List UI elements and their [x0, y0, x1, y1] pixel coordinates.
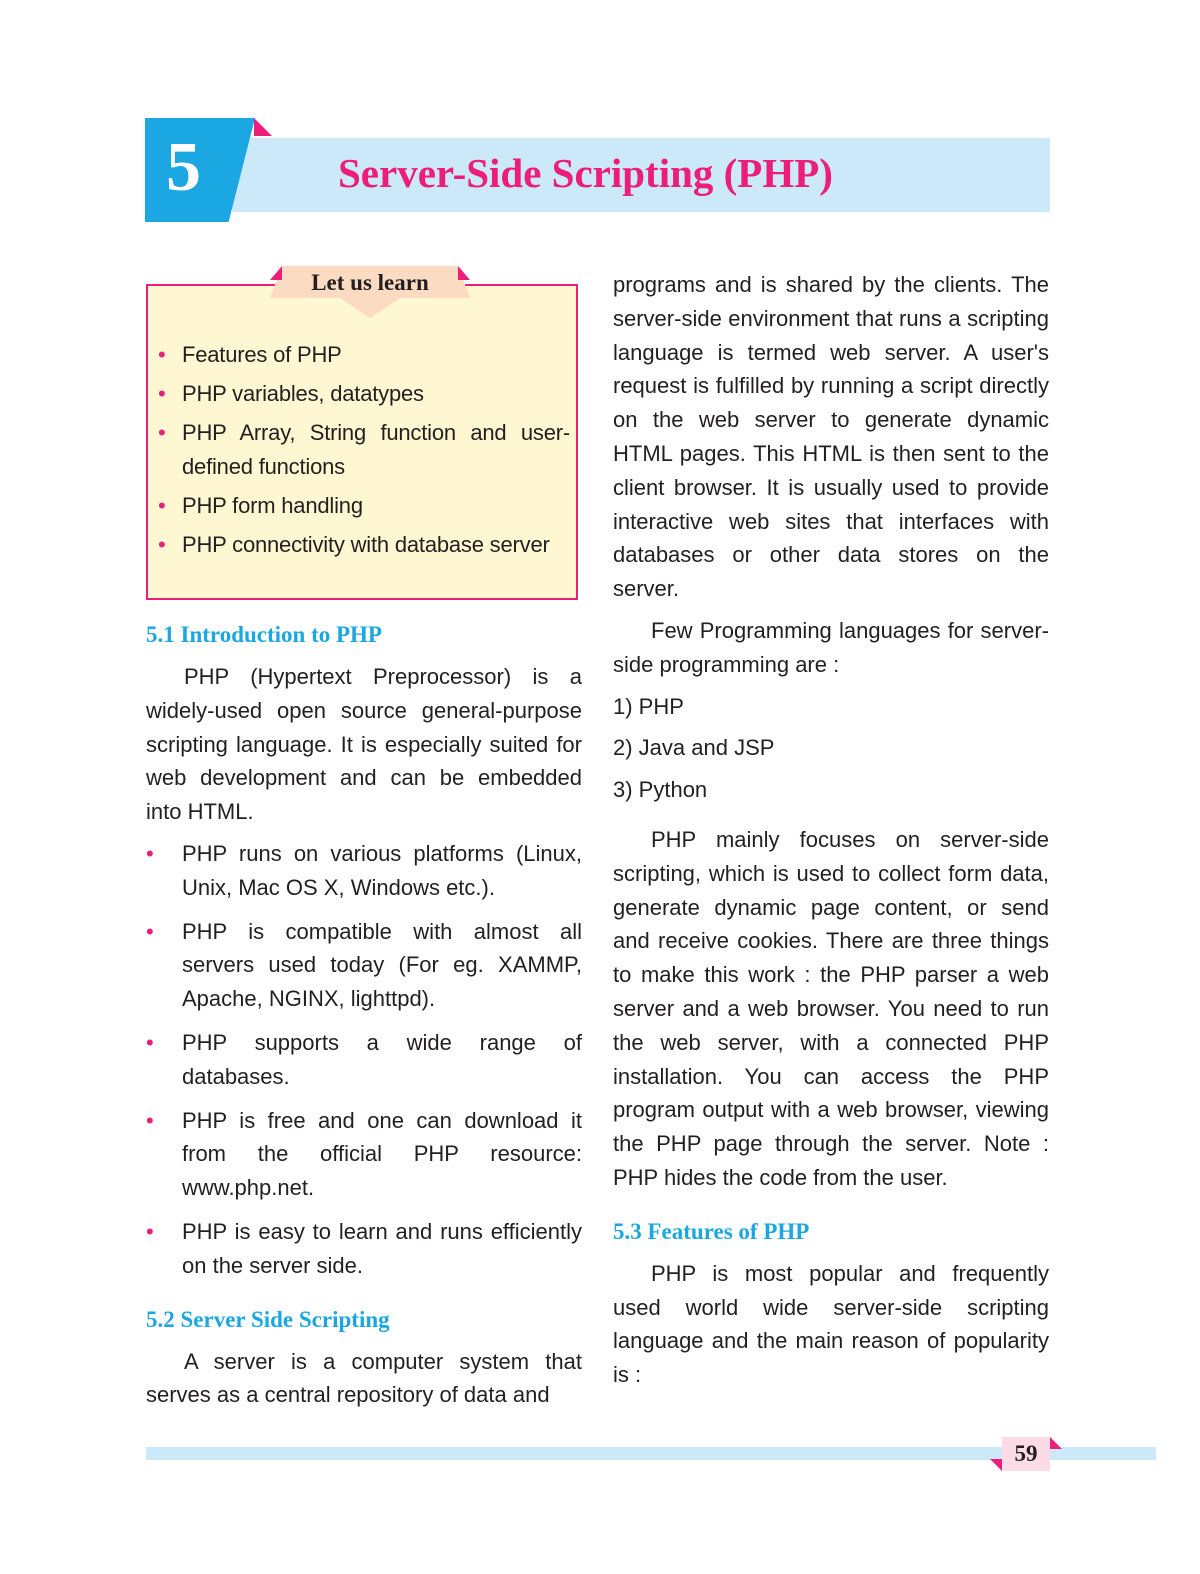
learn-list	[158, 338, 570, 567]
chapter-corner-decoration	[254, 118, 272, 136]
bullet-icon: •	[158, 342, 166, 367]
features-paragraph: PHP is most popular and frequently used world wide server-side scripting language and the main reason of popularity is :	[613, 1260, 1049, 1388]
right-column	[613, 268, 1049, 1392]
php-facts-list	[146, 837, 582, 1283]
bullet-icon: •	[158, 493, 166, 518]
chapter-number: 5	[166, 129, 201, 206]
bullet-icon: •	[146, 840, 154, 866]
section-heading-5-1: 5.1 Introduction to PHP	[146, 622, 382, 647]
bullet-icon: •	[146, 1218, 154, 1244]
server-paragraph-continued: programs and is shared by the clients. The server-side environment that runs a scripting language is termed web server. A user's request is fulfilled by running a script directly on the web server to generate dynamic HTML pages. This HTML is then sent to the client browser. It is usually used to provide interactive web sites that interfaces with databases or other data stores on the server.	[613, 272, 1049, 602]
let-us-learn-tab	[270, 266, 470, 320]
list-item: 2) Java and JSP	[613, 735, 775, 761]
bullet-icon: •	[158, 532, 166, 557]
list-item: • PHP is compatible with almost all servers used today (For eg. XAMMP, Apache, NGINX, lighttpd).	[146, 915, 582, 1016]
section-heading-5-2: 5.2 Server Side Scripting	[146, 1306, 390, 1332]
learn-item: • PHP connectivity with database server	[158, 528, 570, 562]
left-column	[146, 618, 582, 1412]
list-item: • PHP is free and one can download it from the official PHP resource: www.php.net.	[146, 1104, 582, 1205]
list-item: • PHP runs on various platforms (Linux, Unix, Mac OS X, Windows etc.).	[146, 837, 582, 905]
languages-list	[613, 690, 1049, 807]
chapter-title: Server-Side Scripting (PHP)	[338, 150, 833, 196]
section-heading-5-3: 5.3 Features of PHP	[613, 1218, 810, 1244]
learn-item: • PHP Array, String function and user-defined functions	[158, 416, 570, 484]
bullet-icon: •	[146, 1029, 154, 1055]
bullet-icon: •	[158, 420, 166, 445]
list-item: 1) PHP	[613, 693, 684, 719]
bullet-icon: •	[158, 381, 166, 406]
tab-pointer	[340, 298, 400, 318]
page-corner-decoration	[990, 1459, 1002, 1471]
php-focus-paragraph: PHP mainly focuses on server-side scripting, which is used to collect form data, generate dynamic page content, or send and receive cookies. There are three things to make this work : the PHP parser a web server and a web browser. You need to run the web server, with a connected PHP installation. You can access the PHP program output with a web browser, viewing the PHP page through the server. Note : PHP hides the code from the user.	[613, 826, 1049, 1190]
bullet-icon: •	[146, 1107, 154, 1133]
list-item: 3) Python	[613, 777, 708, 803]
languages-intro-paragraph: Few Programming languages for server-side programming are :	[613, 617, 1049, 677]
intro-paragraph: PHP (Hypertext Preprocessor) is a widely-used open source general-purpose scripting language. It is especially suited for web development and can be embedded into HTML.	[146, 664, 582, 825]
learn-item: • PHP form handling	[158, 489, 570, 523]
list-item: • PHP supports a wide range of databases.	[146, 1026, 582, 1094]
bullet-icon: •	[146, 918, 154, 944]
page-number: 59	[1014, 1441, 1038, 1466]
learn-item: • Features of PHP	[158, 338, 570, 372]
server-paragraph-start: A server is a computer system that serves as a central repository of data and	[146, 1348, 582, 1408]
list-item: • PHP is easy to learn and runs efficiently on the server side.	[146, 1215, 582, 1283]
let-us-learn-title: Let us learn	[311, 270, 429, 295]
page-corner-decoration	[1050, 1437, 1062, 1449]
learn-item: • PHP variables, datatypes	[158, 377, 570, 411]
